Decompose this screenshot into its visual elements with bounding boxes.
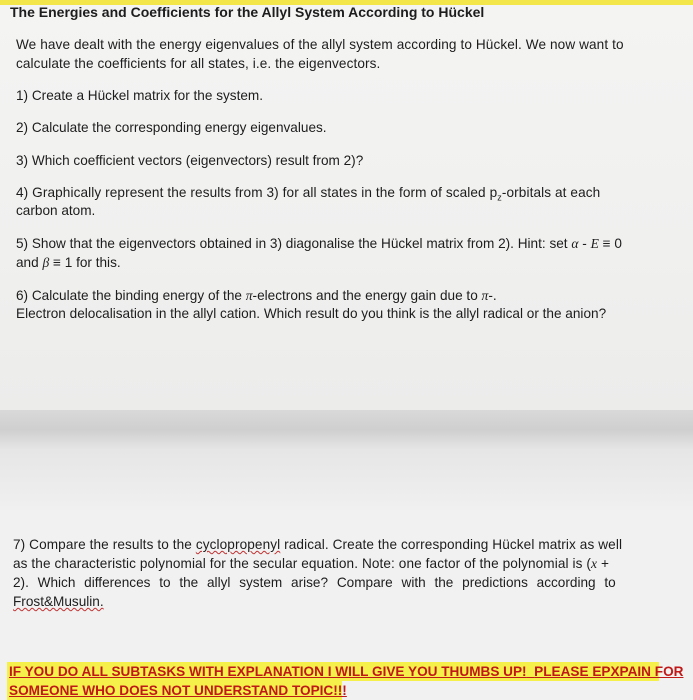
footer-please-explain: PLEASE EPXPAIN FOR [534,664,684,679]
beta-symbol: β [42,255,50,270]
footer-line-2: SOMEONE WHO DOES NOT UNDERSTAND TOPIC!!! [9,683,347,698]
task-7-line-3: 2). Which differences to the allyl system arise? Compare with the predictions according to [13,575,616,590]
pi-symbol-1: π [245,288,253,303]
task-5-text-a: 5) Show that the eigenvectors obtained in 3) diagonalise the Hückel matrix from 2). Hint: set [16,236,572,251]
task-7-text-a: 7) Compare the results to the [13,537,196,552]
task-7-line-2 [13,554,609,573]
task-2: 2) Calculate the corresponding energy eigenvalues. [16,120,327,135]
task-5-equiv-zero: ≡ 0 [598,236,622,251]
task-5-line-1 [16,234,622,253]
task-4-text-a: 4) Graphically represent the results from 3) for all states in the form of scaled p [16,185,498,200]
energy-symbol: E [590,236,599,251]
task-5-and: and [16,255,43,270]
intro-line-1: We have dealt with the energy eigenvalues of the allyl system according to Hückel. We now want to [16,37,624,52]
footer-line-1 [9,662,683,681]
task-5-minus: - [578,236,591,251]
page-gap [0,410,693,510]
task-4-line-1 [16,183,600,208]
pi-symbol-2: π [481,288,489,303]
task-4-subscript: z [497,192,502,203]
page-title: The Energies and Coefficients for the Allyl System According to Hückel [10,4,485,20]
alpha-symbol: α [571,236,579,251]
task-7-line-4: Frost&Musulin. [13,594,104,609]
task-5-line-2 [16,253,121,272]
task-7-line-1 [13,535,622,554]
footer-thumbs-up: IF YOU DO ALL SUBTASKS WITH EXPLANATION I WILL GIVE YOU THUMBS UP! [9,664,527,679]
task-6-line-2: Electron delocalisation in the allyl cation. Which result do you think is the allyl radical or the anion? [16,306,607,321]
task-6-text-a: 6) Calculate the binding energy of the [16,288,246,303]
task-3: 3) Which coefficient vectors (eigenvectors) result from 2)? [16,153,364,168]
x-variable: x [591,556,598,571]
task-6-text-c: -. [488,288,497,303]
task-6-text-b: -electrons and the energy gain due to [252,288,482,303]
cyclopropenyl-word: cyclopropenyl [195,537,281,552]
task-4-text-b: -orbitals at each [501,185,601,200]
task-6-line-1 [16,286,497,305]
task-4-line-2: carbon atom. [16,203,96,218]
task-5-equiv-one: ≡ 1 for this. [49,255,121,270]
task-1: 1) Create a Hückel matrix for the system. [16,88,264,103]
intro-line-2: calculate the coefficients for all states, i.e. the eigenvectors. [16,56,381,71]
task-7-plus: + [597,556,610,571]
task-7-text-c: as the characteristic polynomial for the secular equation. Note: one factor of the polynomial is ( [13,556,592,571]
task-7-text-b: radical. Create the corresponding Hückel matrix as well [280,537,623,552]
